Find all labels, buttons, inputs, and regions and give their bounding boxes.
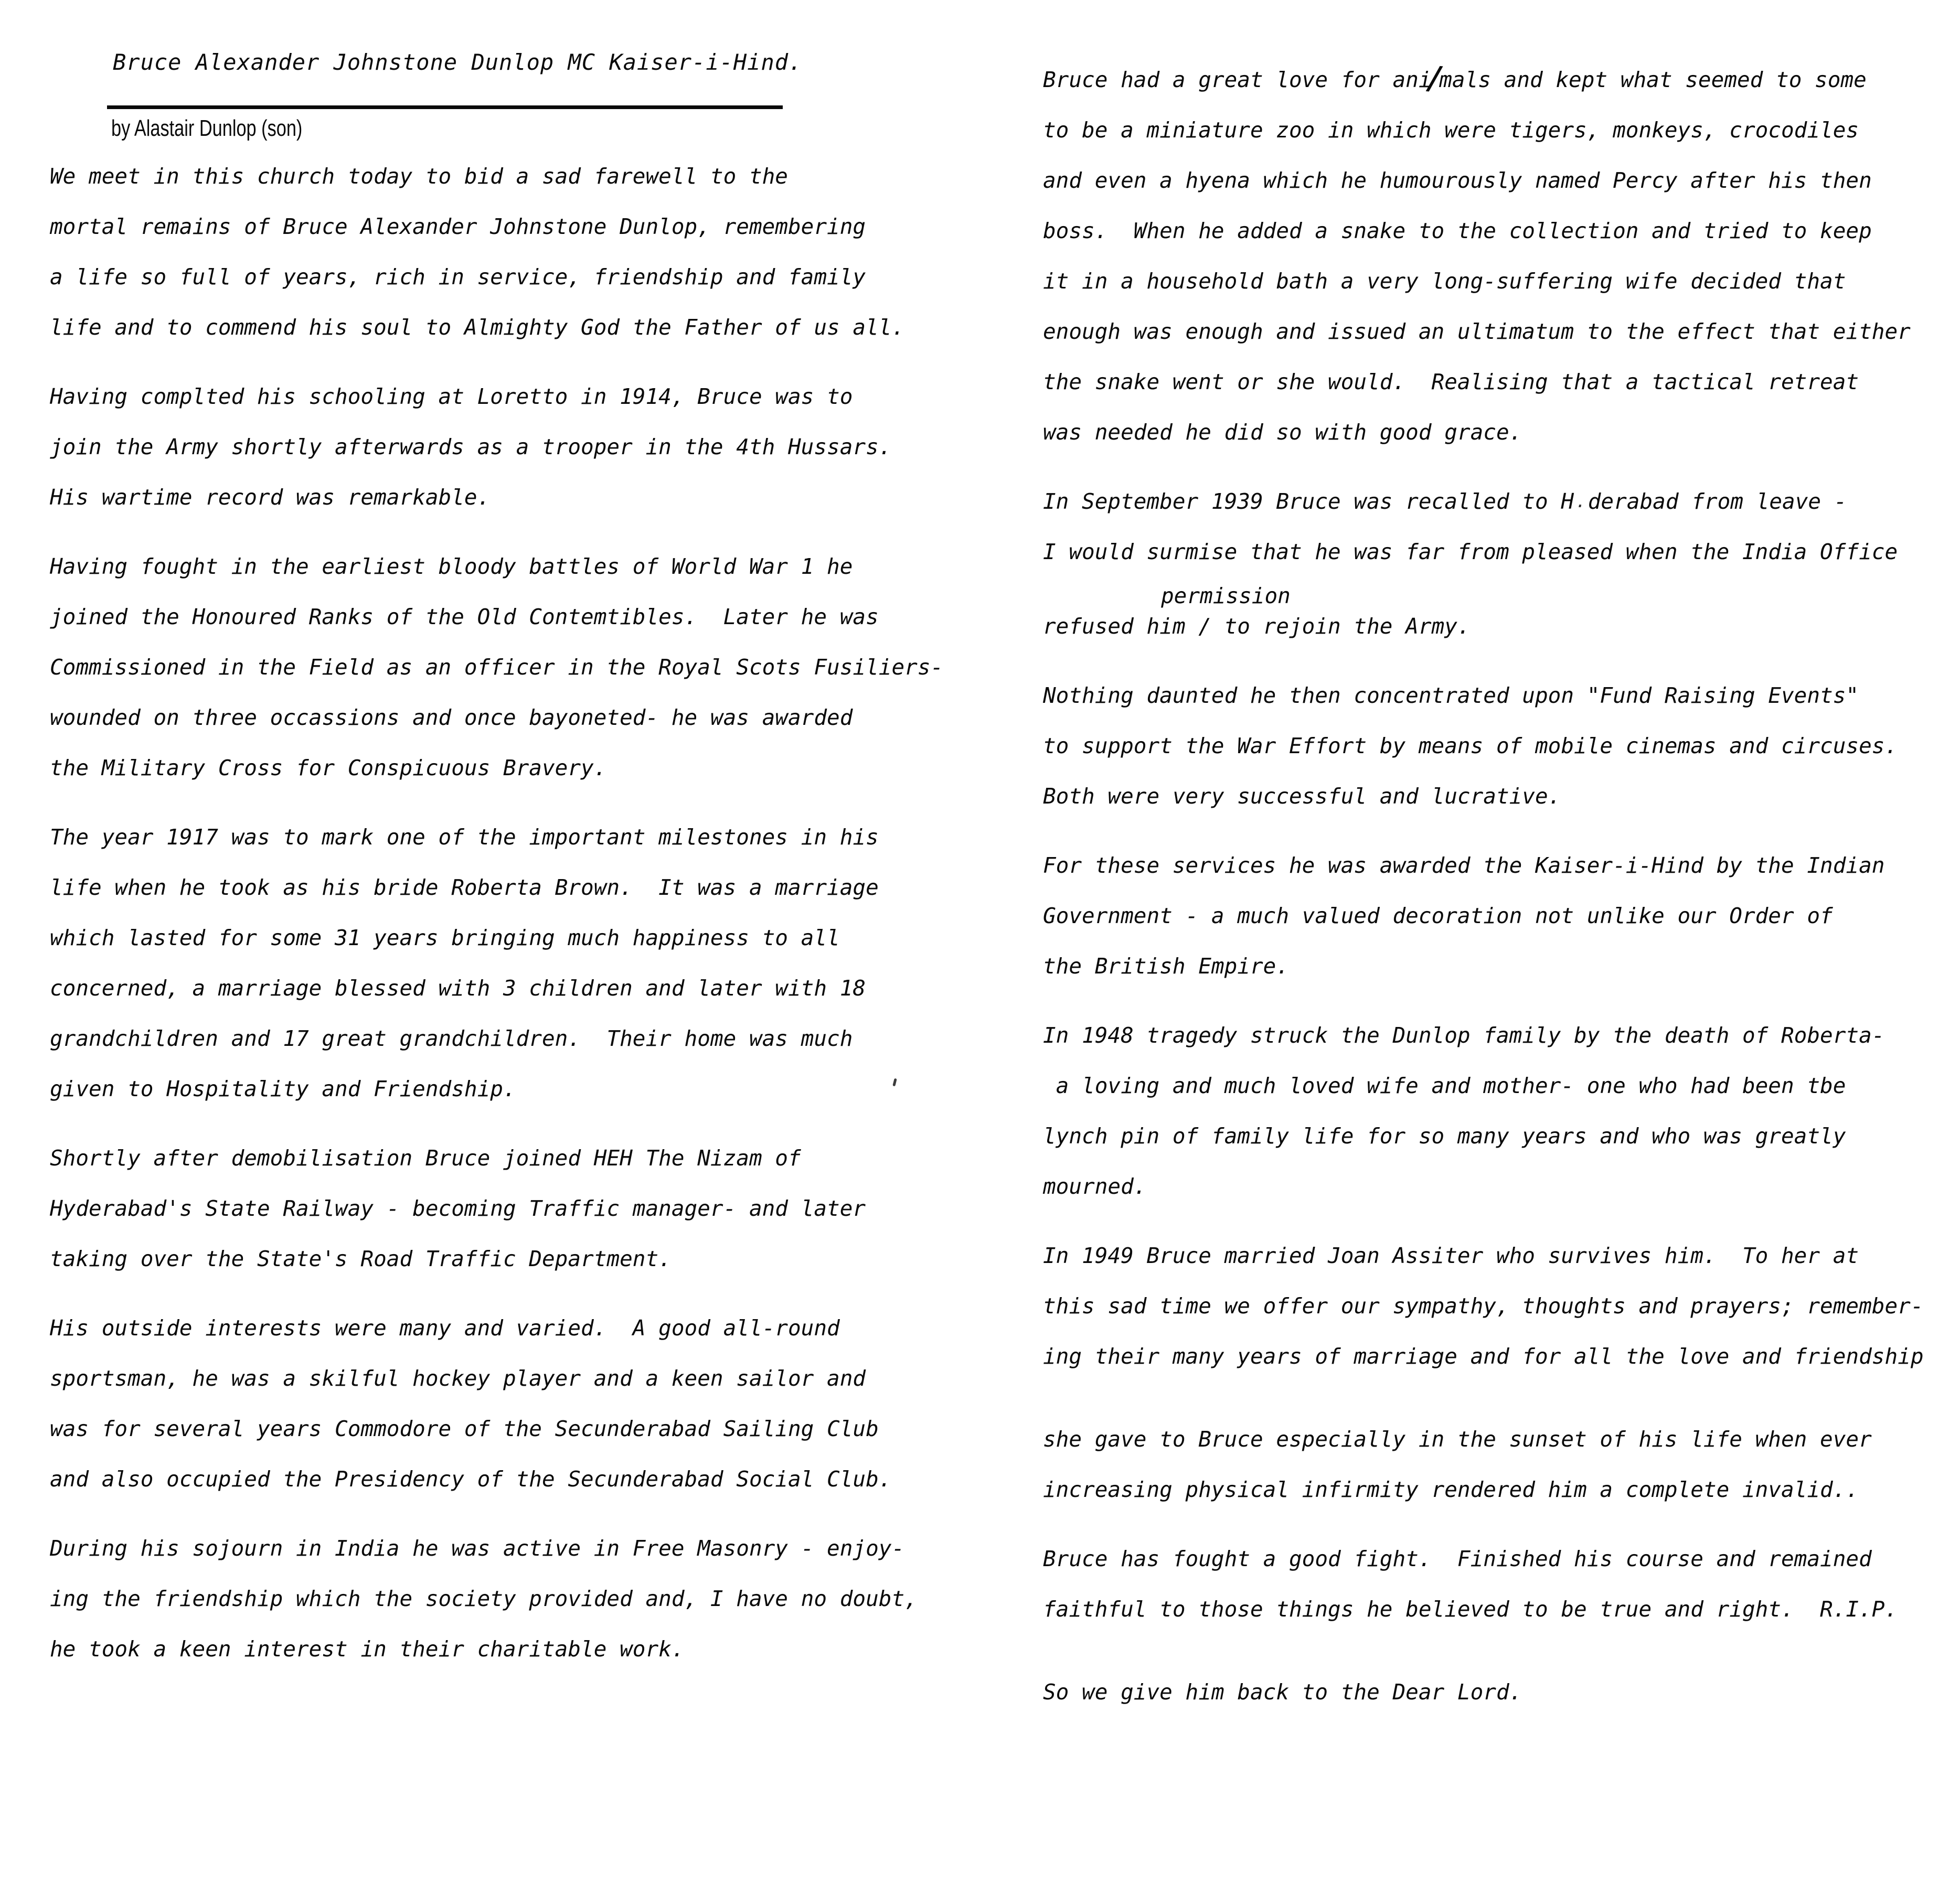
text-line: boss. When he added a snake to the collection and tried to keep bbox=[1043, 218, 1872, 243]
text-line: a loving and much loved wife and mother- one who had been tbe bbox=[1043, 1073, 1846, 1098]
text-line: the Military Cross for Conspicuous Bravery. bbox=[50, 755, 607, 780]
text-line: taking over the State's Road Traffic Department. bbox=[50, 1246, 672, 1271]
text-line: Bruce has fought a good fight. Finished his course and remained bbox=[1043, 1546, 1872, 1571]
paragraph bbox=[1043, 1667, 1960, 1717]
text-line: a life so full of years, rich in service, friendship and family bbox=[50, 264, 866, 290]
inserted-word: permission bbox=[1161, 583, 1291, 608]
byline-text: by Alastair Dunlop (son) bbox=[111, 115, 303, 141]
text-line: Having fought in the earliest bloody battles of World War 1 he bbox=[50, 554, 853, 579]
text-line: enough was enough and issued an ultimatum to the effect that either bbox=[1043, 319, 1911, 344]
paragraph bbox=[50, 1523, 994, 1674]
paragraph bbox=[1043, 1534, 1960, 1634]
text-line: mourned. bbox=[1043, 1174, 1147, 1199]
text-line: and even a hyena which he humourously named Percy after his then bbox=[1043, 168, 1872, 193]
text-line: grandchildren and 17 great grandchildren. Their home was much bbox=[50, 1026, 853, 1051]
faint-dot-mark: . bbox=[1575, 491, 1586, 512]
text-line: ing the friendship which the society provided and, I have no doubt, bbox=[50, 1586, 918, 1611]
paragraph bbox=[50, 151, 994, 352]
paragraph bbox=[1043, 1414, 1960, 1515]
text-line: Having complted his schooling at Loretto in 1914, Bruce was to bbox=[50, 384, 853, 409]
overstrike-slash-mark: / bbox=[1425, 58, 1446, 98]
text-line: wounded on three occassions and once bayoneted- he was awarded bbox=[50, 705, 853, 730]
text-line: We meet in this church today to bid a sad farewell to the bbox=[50, 164, 788, 189]
text-line: increasing physical infirmity rendered him a complete invalid.. bbox=[1043, 1477, 1859, 1502]
paragraph bbox=[1043, 670, 1960, 821]
text-line: join the Army shortly afterwards as a trooper in the 4th Hussars. bbox=[50, 434, 892, 459]
text-line: and also occupied the Presidency of the Secunderabad Social Club. bbox=[50, 1466, 892, 1492]
text-line: was needed he did so with good grace. bbox=[1043, 420, 1522, 445]
text-line: Commissioned in the Field as an officer in the Royal Scots Fusiliers- bbox=[50, 655, 944, 680]
paragraph bbox=[50, 371, 994, 522]
text-line: concerned, a marriage blessed with 3 children and later with 18 bbox=[50, 976, 866, 1001]
text-line: His wartime record was remarkable. bbox=[50, 485, 491, 510]
paragraph bbox=[1043, 840, 1960, 991]
text-line: faithful to those things he believed to be true and right. R.I.P. bbox=[1043, 1597, 1898, 1622]
text-line: Government - a much valued decoration not unlike our Order of bbox=[1043, 903, 1833, 928]
paragraph bbox=[1043, 55, 1960, 457]
text-line: mortal remains of Bruce Alexander Johnstone Dunlop, remembering bbox=[50, 214, 866, 239]
text-line: to be a miniature zoo in which were tigers, monkeys, crocodiles bbox=[1043, 117, 1859, 143]
text-line: So we give him back to the Dear Lord. bbox=[1043, 1679, 1522, 1705]
text-line: For these services he was awarded the Kaiser-i-Hind by the Indian bbox=[1043, 853, 1885, 878]
byline bbox=[111, 115, 356, 142]
title-underline bbox=[107, 105, 783, 109]
text-line: sportsman, he was a skilful hockey player and a keen sailor and bbox=[50, 1366, 866, 1391]
paragraph bbox=[50, 1133, 994, 1284]
text-line: was for several years Commodore of the Secunderabad Sailing Club bbox=[50, 1416, 879, 1441]
text-line: permission refused him / to rejoin the Army. bbox=[1043, 601, 1960, 651]
text-line: to support the War Effort by means of mobile cinemas and circuses. bbox=[1043, 733, 1898, 758]
paragraph bbox=[50, 1303, 994, 1504]
paragraph bbox=[50, 812, 994, 1114]
text-line: the British Empire. bbox=[1043, 954, 1289, 979]
text-line: In 1949 Bruce married Joan Assiter who survives him. To her at bbox=[1043, 1243, 1859, 1268]
left-text-column bbox=[50, 151, 994, 1693]
text-line: Both were very successful and lucrative. bbox=[1043, 784, 1561, 809]
text-line: joined the Honoured Ranks of the Old Contemtibles. Later he was bbox=[50, 604, 879, 629]
text-line: lynch pin of family life for so many years and who was greatly bbox=[1043, 1123, 1846, 1149]
right-text-column bbox=[1043, 55, 1960, 1736]
text-line: it in a household bath a very long-suffering wife decided that bbox=[1043, 269, 1846, 294]
text-line: Bruce had a great love for ani/mals and kept what seemed to some bbox=[1043, 55, 1960, 105]
text-line: life when he took as his bride Roberta Brown. It was a marriage bbox=[50, 875, 879, 900]
text-line: During his sojourn in India he was active in Free Masonry - enjoy- bbox=[50, 1536, 905, 1561]
text-line: In September 1939 Bruce was recalled to H.derabad from leave - bbox=[1043, 476, 1960, 527]
text-line: The year 1917 was to mark one of the important milestones in his bbox=[50, 825, 879, 850]
text-line: she gave to Bruce especially in the sunset of his life when ever bbox=[1043, 1427, 1872, 1452]
text-line: the snake went or she would. Realising that a tactical retreat bbox=[1043, 369, 1859, 394]
text-line: life and to commend his soul to Almighty God the Father of us all. bbox=[50, 315, 905, 340]
text-line: His outside interests were many and varied. A good all-round bbox=[50, 1315, 840, 1341]
text-line: In 1948 tragedy struck the Dunlop family by the death of Roberta- bbox=[1043, 1023, 1885, 1048]
paragraph bbox=[1043, 476, 1960, 651]
text-line: given to Hospitality and Friendship. bbox=[50, 1076, 516, 1101]
paragraph bbox=[1043, 1230, 1960, 1382]
paragraph bbox=[1043, 1010, 1960, 1212]
text-line: Nothing daunted he then concentrated upon "Fund Raising Events" bbox=[1043, 683, 1859, 708]
paragraph bbox=[50, 541, 994, 793]
text-line: he took a keen interest in their charitable work. bbox=[50, 1636, 685, 1662]
page-title: Bruce Alexander Johnstone Dunlop MC Kaiser-i-Hind. bbox=[113, 49, 803, 75]
text-line: ing their many years of marriage and for all the love and friendship bbox=[1043, 1344, 1924, 1369]
text-line: this sad time we offer our sympathy, thoughts and prayers; remember- bbox=[1043, 1293, 1924, 1319]
text-line: Hyderabad's State Railway - becoming Traffic manager- and later bbox=[50, 1196, 866, 1221]
text-line: Shortly after demobilisation Bruce joined HEH The Nizam of bbox=[50, 1146, 801, 1171]
text-line: I would surmise that he was far from pleased when the India Office bbox=[1043, 539, 1898, 564]
text-line: which lasted for some 31 years bringing much happiness to all bbox=[50, 925, 840, 950]
